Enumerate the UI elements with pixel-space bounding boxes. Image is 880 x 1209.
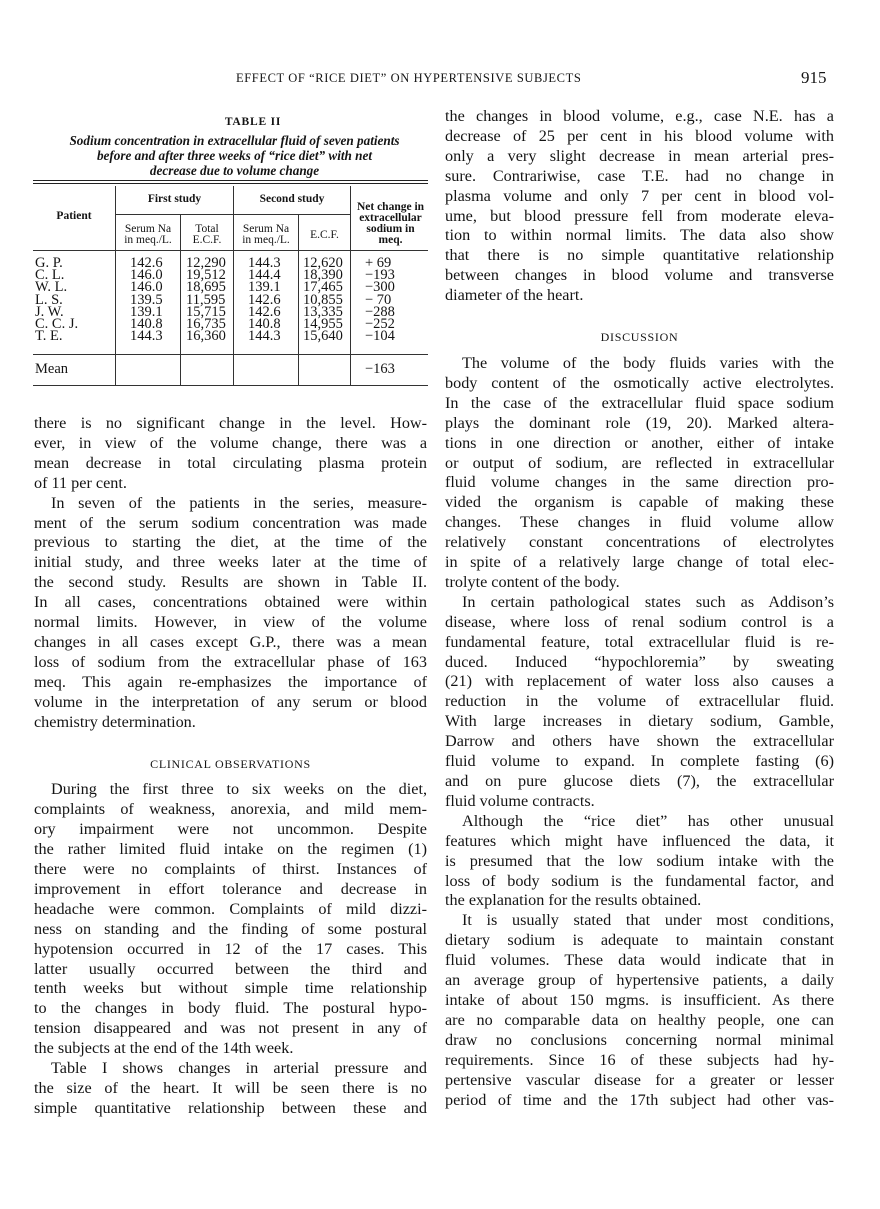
- table-row: T. E.: [35, 328, 63, 345]
- right-column: [445, 107, 834, 1110]
- page-number: 915: [801, 68, 827, 87]
- paragraph: the changes in blood volume, e.g., case N.E. has a decrease of 25 per cent in his blood volume with only a very slight decrease in mean arterial pres- sure. Contrariwise, case T.E. had no change in plasma volume and only 7 per cent in blood vol- ume, but blood pressure fell from moderate eleva- tion to within normal limits. The data also show that there is no simple quantitative relationship between changes in blood volume and transverse diameter of the heart.: [445, 107, 834, 305]
- table-row: C. C. J.: [35, 315, 79, 332]
- mean-label: Mean: [35, 361, 69, 377]
- table-row: J. W.: [35, 303, 64, 320]
- mean-net-change: −163: [365, 361, 395, 377]
- header-second-ecf: E.C.F.: [310, 229, 339, 241]
- table-caption: Sodium concentration in extracellular fluid of seven patients before and after three weeks of “rice diet” with net decrease due to volume change: [69, 133, 400, 178]
- column-patient: [35, 255, 79, 345]
- table-row: W. L.: [35, 279, 68, 296]
- running-header: [0, 68, 880, 93]
- paragraph: The volume of the body fluids varies with the body content of the osmotically active electrolytes. In the case of the extracellular fluid space sodium plays the dominant role (19, 20). Marked altera- tions in one direction or another, either of intake or output of sodium, are reflected in extracellular fluid volume changes in the same direction pro- vided the organism is capable of making these changes. These changes in fluid volume allow relatively constant concentrations of electrolytes in spite of a relatively large change of total elec- trolyte content of the body.: [445, 353, 834, 591]
- data-table: [33, 180, 428, 388]
- column-second-serum-na: 144.3 144.4 139.1 142.6 142.6 140.8 144.3: [248, 255, 281, 345]
- paragraph: In certain pathological states such as Addison’s disease, where loss of renal sodium control is a fundamental feature, total extracellular fluid is re- duced. Induced “hypochloremia” by sweating (21) with replacement of water loss also causes a reduction in the volume of extracellular fluid. With large increases in dietary sodium, Gamble, Darrow and others have shown the extracellular fluid volume to expand. In complete fasting (6) and on pure glucose diets (7), the extracellular fluid volume contracts.: [445, 592, 834, 810]
- running-title: EFFECT OF “RICE DIET” ON HYPERTENSIVE SUBJECTS: [236, 71, 582, 85]
- paragraph: During the first three to six weeks on the diet, complaints of weakness, anorexia, and mild mem- ory impairment were not uncommon. Despite the rather limited fluid intake on the regimen (1) there were no complaints of thirst. Instances of improvement in effort tolerance and decrease in headache were common. Complaints of mild dizzi- ness on standing and the finding of some postural hypotension occurred in 12 of the 17 cases. This latter usually occurred between the third and tenth weeks but without simple time relationship to the changes in body fluid. The postural hypo- tension disappeared and was not present in any of the subjects at the end of the 14th week.: [34, 780, 427, 1058]
- header-patient: Patient: [56, 210, 92, 222]
- table-row: C. L.: [35, 267, 65, 284]
- section-heading-clinical-observations: CLINICAL OBSERVATIONS: [150, 756, 311, 771]
- column-first-serum-na: 142.6 146.0 146.0 139.5 139.1 140.8 144.3: [130, 255, 163, 345]
- header-second-study: Second study: [259, 193, 325, 205]
- table-label: TABLE II: [224, 116, 282, 128]
- column-first-total-ecf: 12,290 19,512 18,695 11,595 15,715 16,735 16,360: [186, 255, 226, 345]
- paragraph: Although the “rice diet” has other unusual features which might have influenced the data, it is presumed that the low sodium intake with the loss of body sodium is the fundamental factor, and the explanation for the results obtained.: [445, 811, 834, 910]
- column-second-ecf: 12,620 18,390 17,465 10,855 13,335 14,955 15,640: [303, 255, 343, 345]
- paragraph: In seven of the patients in the series, measure- ment of the serum sodium concentration was made previous to starting the diet, at the time of the initial study, and three weeks later at the time of the second study. Results are shown in Table II. In all cases, concentrations obtained were within normal limits. However, in view of the volume changes in all cases except G.P., there was a mean loss of sodium from the extracellular phase of 163 meq. This again re-emphasizes the importance of volume in the interpretation of any serum or blood chemistry determination.: [34, 493, 427, 731]
- left-column: [34, 414, 427, 1119]
- header-first-study: First study: [147, 193, 202, 205]
- paragraph: Table I shows changes in arterial pressure and the size of the heart. It will be seen there is no simple quantitative relationship between these and: [34, 1059, 427, 1117]
- table-row: L. S.: [35, 291, 63, 308]
- table-row: G. P.: [35, 255, 63, 271]
- table-ii: [33, 116, 428, 377]
- header-first-total-ecf: Total E.C.F.: [192, 223, 222, 246]
- paragraph: It is usually stated that under most conditions, dietary sodium is adequate to maintain constant fluid volumes. These data would indicate that in an average group of hypertensive patients, a daily intake of about 150 mgms. is insufficient. As there are no comparable data on healthy people, one can draw no conclusions concerning normal minimal requirements. Since 16 of these subjects had hy- pertensive vascular disease for a greater or lesser period of time and the 17th subject had other vas-: [445, 911, 834, 1109]
- paragraph: there is no significant change in the level. How- ever, in view of the volume change, there was a mean decrease in total circulating plasma protein of 11 per cent.: [34, 414, 427, 492]
- header-second-serum-na: Serum Na in meq./L.: [242, 223, 290, 246]
- header-net-change: Net change in extracellular sodium in meq.: [356, 201, 425, 246]
- table-top-rule: [33, 180, 428, 181]
- header-first-serum-na: Serum Na in meq./L.: [124, 223, 172, 246]
- section-heading-discussion: DISCUSSION: [600, 330, 679, 345]
- column-net-change: + 69 −193 −300 − 70 −288 −252 −104: [365, 255, 395, 345]
